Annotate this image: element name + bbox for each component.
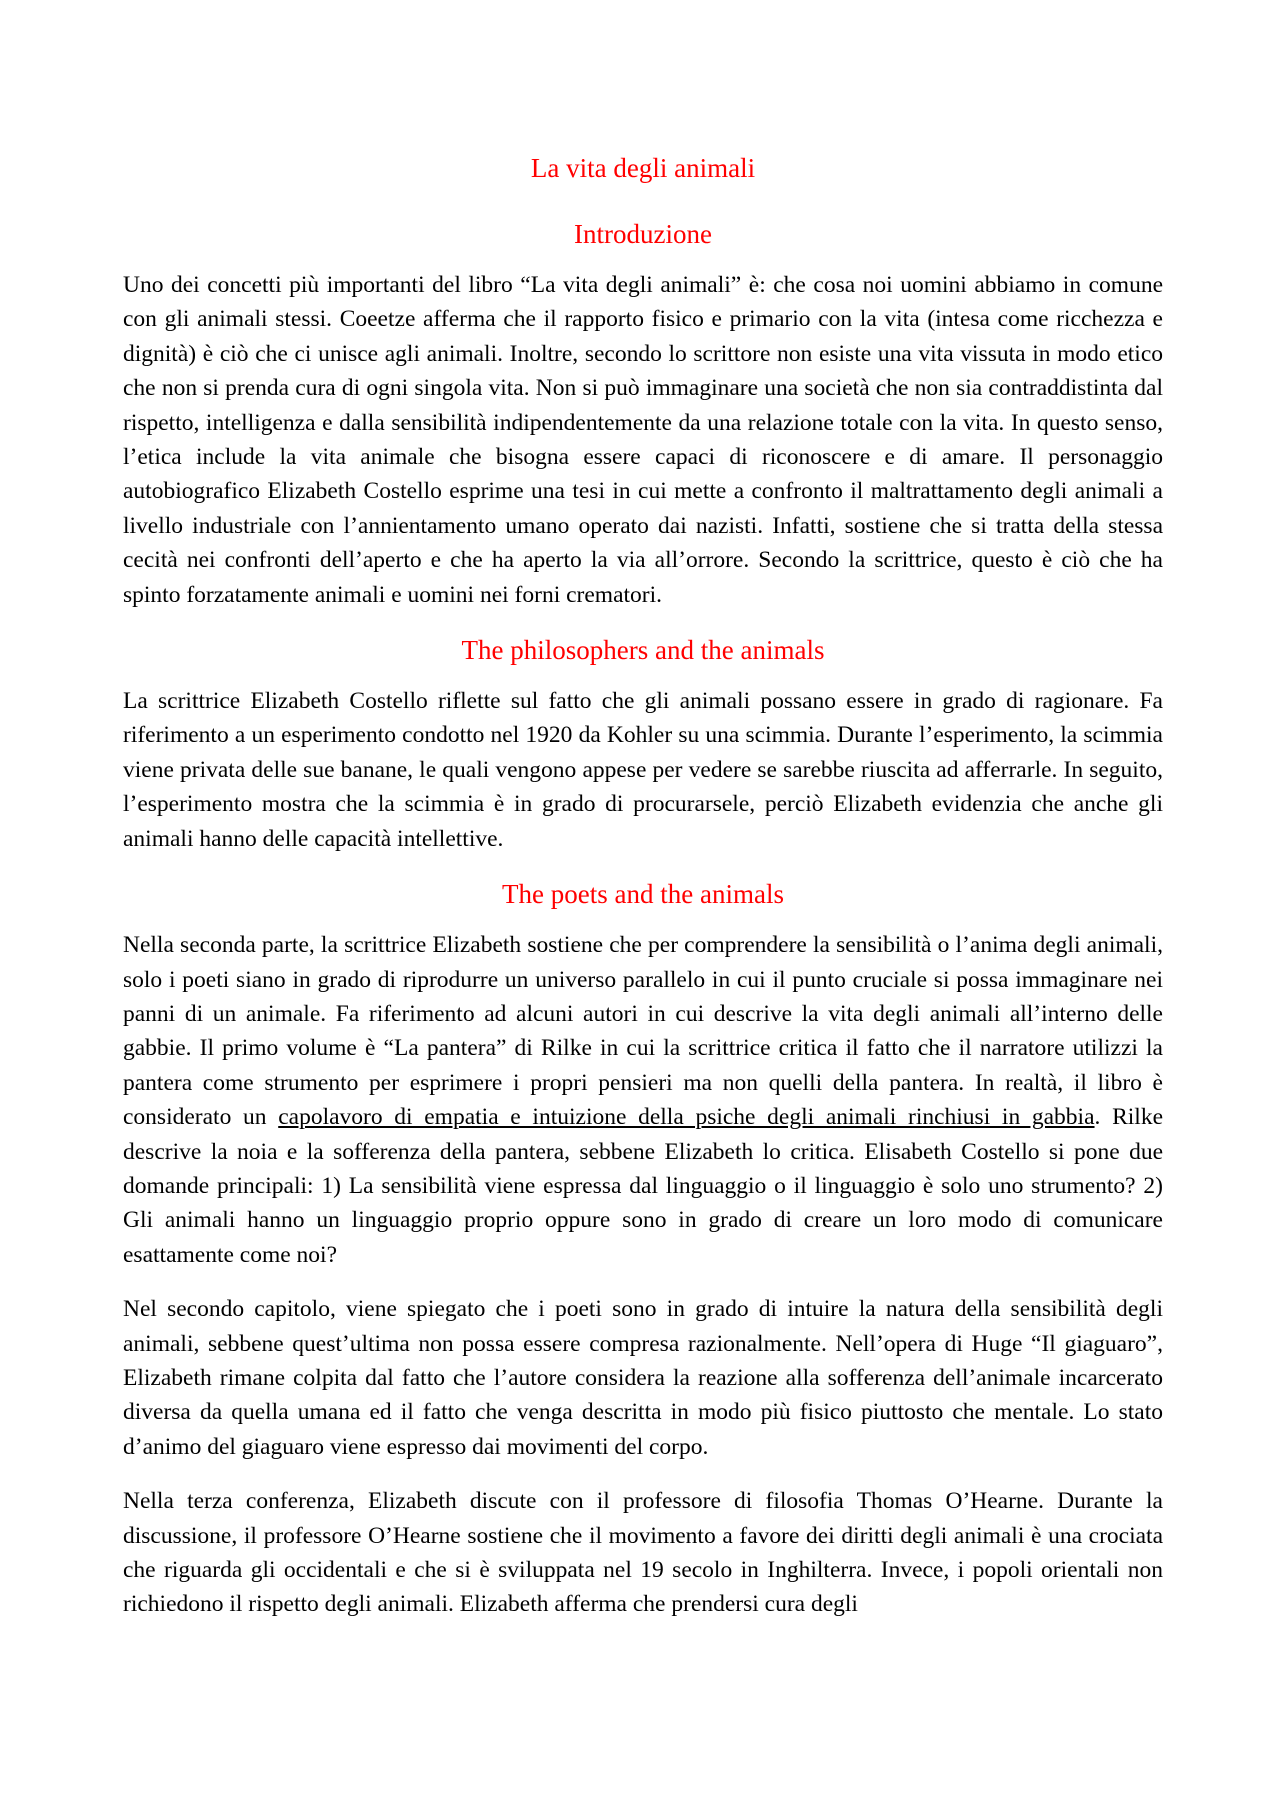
paragraph-text: Nella seconda parte, la scrittrice Elizabeth sostiene che per comprendere la sensibilità o l’anima degli animali, solo i poeti siano in grado di riprodurre un universo parallelo in cui il punto cruciale si possa immaginare nei panni di un animale. Fa riferimento ad alcuni autori in cui descrive la vita degli animali all’interno delle gabbie. Il primo volume è “La pantera” di Rilke in cui la scrittrice critica il fatto che il narratore utilizzi la pantera come strumento per esprimere i propri pensieri ma non quelli della pantera. In realtà, il libro è considerato un (123, 932, 1163, 1131)
section-heading-philosophers: The philosophers and the animals (461, 635, 825, 666)
paragraph: Nella terza conferenza, Elizabeth discute con il professore di filosofia Thomas O’Hearne. Durante la discussione, il professore O’Hearne sostiene che il movimento a favore dei diritti degli animali è una crociata che riguarda gli occidentali e che si è sviluppata nel 19 secolo in Inghilterra. Invece, i popoli orientali non richiedono il rispetto degli animali. Elizabeth afferma che prendersi cura degli (123, 1488, 1163, 1618)
section-heading-introduzione: Introduzione (574, 219, 712, 249)
paragraph: Uno dei concetti più importanti del libro “La vita degli animali” è: che cosa noi uomini abbiamo in comune con gli animali stessi. Coeetze afferma che il rapporto fisico e primario con la vita (intesa come ricchezza e dignità) è ciò che ci unisce agli animali. Inoltre, secondo lo scrittore non esiste una vita vissuta in modo etico che non si prenda cura di ogni singola vita. Non si può immaginare una società che non sia contraddistinta dal rispetto, intelligenza e dalla sensibilità indipendentemente da una relazione totale con la vita. In questo senso, l’etica include la vita animale che bisogna essere capaci di riconoscere e di amare. Il personaggio autobiografico Elizabeth Costello esprime una tesi in cui mette a confronto il maltrattamento degli animali a livello industriale con l’annientamento umano operato dai nazisti. Infatti, sostiene che si tratta della stessa cecità nei confronti dell’aperto e che ha aperto la via all’orrore. Secondo la scrittrice, questo è ciò che ha spinto forzatamente animali e uomini nei forni crematori. (123, 272, 1163, 608)
paragraph-text: . Rilke descrive la noia e la sofferenza della pantera, sebbene Elizabeth lo critica. Elisabeth Costello si pone due domande principali: 1) La sensibilità viene espressa dal linguaggio o il linguaggio è solo uno strumento? 2) Gli animali hanno un linguaggio proprio oppure sono in grado di creare un loro modo di comunicare esattamente come noi? (123, 1104, 1164, 1268)
paragraph: La scrittrice Elizabeth Costello riflette sul fatto che gli animali possano essere in grado di ragionare. Fa riferimento a un esperimento condotto nel 1920 da Kohler su una scimmia. Durante l’esperimento, la scimmia viene privata delle sue banane, le quali vengono appese per vedere se sarebbe riuscita ad afferrarle. In seguito, l’esperimento mostra che la scimmia è in grado di procurarsele, perciò Elizabeth evidenzia che anche gli animali hanno delle capacità intellettive. (123, 688, 1163, 852)
underlined-phrase: capolavoro di empatia e intuizione della psiche degli animali rinchiusi in gabbia (278, 1104, 1095, 1131)
document-title: La vita degli animali (530, 153, 756, 183)
document-page (123, 150, 1163, 1642)
paragraph: Nel secondo capitolo, viene spiegato che i poeti sono in grado di intuire la natura della sensibilità degli animali, sebbene quest’ultima non possa essere compresa razionalmente. Nell’opera di Huge “Il giaguaro”, Elizabeth rimane colpita dal fatto che l’autore considera la reazione alla sofferenza dell’animale incarcerato diversa da quella umana ed il fatto che venga descritta in modo più fisico piuttosto che mentale. Lo stato d’animo del giaguaro viene espresso dai movimenti del corpo. (123, 1296, 1163, 1460)
paragraph (123, 928, 1163, 1272)
section-heading-poets: The poets and the animals (502, 879, 784, 910)
